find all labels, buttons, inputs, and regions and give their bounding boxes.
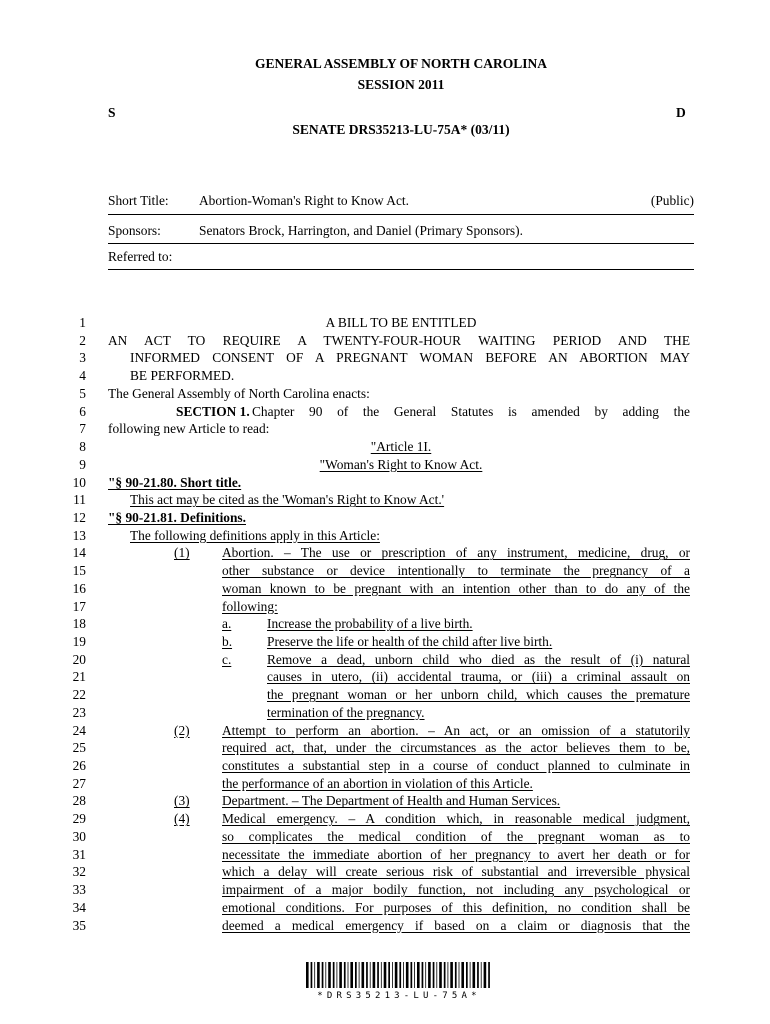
barcode-bar (411, 962, 413, 988)
line-text: a. (222, 616, 232, 632)
line-number: 13 (72, 527, 86, 543)
bill-id: SENATE DRS35213-LU-75A* (03/11) (292, 122, 510, 137)
barcode-bar (425, 962, 426, 988)
line-number: 31 (72, 846, 86, 862)
line-text: termination of the pregnancy. (267, 704, 425, 720)
draft-mark: D (676, 105, 686, 120)
bill-line (0, 757, 770, 775)
barcode-bar (392, 962, 393, 988)
barcode-bar (311, 962, 313, 988)
session-title: SESSION 2011 (357, 77, 445, 92)
barcode-bar (473, 962, 476, 988)
barcode-bar (436, 962, 437, 988)
barcode-bar (450, 962, 453, 988)
sponsors-value: Senators Brock, Harrington, and Daniel (Primary Sponsors). (199, 223, 523, 238)
bill-line (0, 615, 770, 633)
line-number: 29 (72, 811, 86, 827)
barcode-bar (466, 962, 468, 988)
line-text: Chapter 90 of the General Statutes is amended by adding the (252, 403, 690, 419)
line-text: impairment of a major bodily function, not including any psychological or (222, 882, 690, 897)
bill-line (0, 863, 770, 881)
line-number: 5 (79, 385, 86, 401)
line-text: This act may be cited as the 'Woman's Right to Know Act.' (130, 492, 445, 508)
line-number: 21 (72, 669, 86, 685)
barcode-bar (328, 962, 331, 988)
line-number: 19 (72, 634, 86, 649)
barcode-bar (317, 962, 320, 988)
line-text: "Woman's Right to Know Act. (319, 456, 483, 472)
line-text: deemed a medical emergency if based on a claim or diagnosis that the (222, 917, 690, 933)
bill-line (0, 792, 770, 810)
bill-line (0, 544, 770, 562)
public-label: (Public) (650, 193, 694, 208)
line-text: following: (222, 598, 278, 614)
line-number: 16 (72, 580, 86, 596)
sponsors-label: Sponsors: (108, 223, 161, 238)
line-text: so complicates the medical condition of the pregnant woman as to (222, 828, 690, 844)
line-number: 12 (72, 509, 86, 525)
line-text: The following definitions apply in this Article: (130, 527, 380, 543)
barcode-bar (350, 962, 353, 988)
barcode-bar (388, 962, 390, 988)
short-title-value: Abortion-Woman's Right to Know Act. (199, 193, 409, 208)
bill-line (0, 385, 770, 403)
line-text: Preserve the life or health of the child after live birth. (267, 634, 553, 649)
line-text: "§ 90-21.81. Definitions. (108, 509, 246, 525)
line-number: 22 (72, 687, 86, 703)
line-text: Department. – The Department of Health and Human Services. (222, 793, 561, 809)
line-text: A BILL TO BE ENTITLED (325, 315, 477, 330)
barcode-bar (355, 962, 357, 988)
line-number: 30 (72, 828, 86, 844)
barcode-bar (322, 962, 324, 988)
barcode-bar (455, 962, 457, 988)
line-text: constitutes a substantial step in a course of conduct planned to culminate in (222, 758, 690, 773)
line-number: 18 (72, 616, 86, 632)
bill-line (0, 881, 770, 899)
line-number: 25 (72, 740, 86, 756)
line-number: 33 (72, 882, 86, 897)
line-number: 7 (79, 421, 86, 437)
line-number: 15 (72, 563, 86, 579)
barcode-bar (428, 962, 431, 988)
bill-line (0, 527, 770, 545)
bill-line (0, 810, 770, 828)
bill-line (0, 349, 770, 367)
barcode-bar (461, 962, 464, 988)
barcode-bar (481, 962, 482, 988)
line-number: 26 (72, 758, 86, 773)
line-text: the performance of an abortion in violation of this Article. (222, 775, 533, 791)
barcode-bar (384, 962, 387, 988)
barcode-bar (373, 962, 376, 988)
line-text: SECTION 1. (176, 403, 250, 419)
bill-line (0, 846, 770, 864)
line-text: other substance or device intentionally to terminate the pregnancy of a (222, 563, 690, 579)
barcode-bar (433, 962, 435, 988)
line-text: following new Article to read: (108, 421, 270, 437)
line-number: 27 (72, 775, 86, 791)
line-text: emotional conditions. For purposes of this definition, no condition shall be (222, 899, 690, 915)
barcode-bar (306, 962, 309, 988)
line-text: Medical emergency. – A condition which, in reasonable medical judgment, (222, 811, 690, 827)
barcode-bar (381, 962, 382, 988)
line-text: Attempt to perform an abortion. – An act, or an omission of a statutorily (222, 722, 690, 738)
bill-line (0, 775, 770, 793)
line-number: 6 (79, 403, 86, 419)
bill-line (0, 668, 770, 686)
barcode-bar (470, 962, 471, 988)
line-number: 17 (72, 598, 86, 614)
barcode-bar (406, 962, 409, 988)
bill-line (0, 598, 770, 616)
barcode-bar (399, 962, 401, 988)
bill-line (0, 633, 770, 651)
line-number: 24 (72, 722, 86, 738)
line-text: (3) (174, 793, 190, 809)
bill-line (0, 828, 770, 846)
chamber-mark: S (108, 105, 116, 120)
barcode-bar (459, 962, 460, 988)
short-title-label: Short Title: (108, 193, 169, 208)
line-number: 23 (72, 704, 86, 720)
bill-line (0, 651, 770, 669)
line-number: 20 (72, 651, 86, 667)
bill-line (0, 580, 770, 598)
line-number: 28 (72, 793, 86, 809)
line-number: 1 (79, 315, 86, 330)
barcode-bar (362, 962, 365, 988)
line-text: woman known to be pregnant with an intention other than to do any of the (222, 580, 690, 596)
bill-line (0, 403, 770, 421)
barcode-bar (325, 962, 326, 988)
line-number: 10 (72, 474, 86, 490)
line-number: 34 (72, 899, 86, 915)
line-text: b. (222, 634, 233, 649)
line-number: 35 (72, 917, 86, 933)
bill-line (0, 438, 770, 456)
barcode-bar (344, 962, 346, 988)
bill-line (0, 704, 770, 722)
barcode-image (306, 962, 492, 988)
bill-line (0, 917, 770, 935)
referred-label: Referred to: (108, 249, 173, 264)
barcode-text: *DRS35213-LU-75A* (317, 991, 481, 1001)
line-text: The General Assembly of North Carolina enacts: (108, 385, 370, 401)
bill-line (0, 332, 770, 350)
barcode-bar (377, 962, 379, 988)
barcode-bar (366, 962, 368, 988)
barcode-bar (448, 962, 449, 988)
line-text: causes in utero, (ii) accidental trauma, or (iii) a criminal assault on (267, 669, 690, 685)
line-text: AN ACT TO REQUIRE A TWENTY-FOUR-HOUR WAITING PERIOD AND THE (108, 332, 690, 348)
bill-line (0, 686, 770, 704)
line-text: necessitate the immediate abortion of her pregnancy to avert her death or for (222, 846, 690, 862)
barcode-bar (333, 962, 335, 988)
line-text: (2) (174, 722, 190, 738)
barcode-bar (414, 962, 415, 988)
line-text: (1) (174, 545, 190, 561)
line-text: the pregnant woman or her unborn child, which causes the premature (267, 687, 690, 703)
barcode-bar (403, 962, 404, 988)
line-text: "§ 90-21.80. Short title. (108, 474, 242, 490)
line-number: 4 (79, 368, 86, 384)
line-text: BE PERFORMED. (130, 368, 235, 384)
divider (108, 214, 694, 215)
line-text: "Article 1I. (370, 439, 432, 454)
divider (108, 243, 694, 244)
barcode-bar (488, 962, 490, 988)
line-text: required act, that, under the circumstances as the actor believes them to be, (222, 740, 690, 756)
line-number: 2 (79, 332, 86, 348)
barcode-bar (422, 962, 424, 988)
barcode-bar (439, 962, 442, 988)
bill-line (0, 420, 770, 438)
line-text: which a delay will create serious risk of substantial and irreversible physical (222, 864, 690, 880)
bill-line (0, 562, 770, 580)
line-text: (4) (174, 811, 190, 827)
divider (108, 269, 694, 270)
barcode-bar (370, 962, 371, 988)
line-number: 32 (72, 864, 86, 880)
assembly-title: GENERAL ASSEMBLY OF NORTH CAROLINA (254, 56, 548, 71)
barcode-bar (477, 962, 479, 988)
bill-line (0, 509, 770, 527)
barcode-bar (444, 962, 446, 988)
barcode-bar (417, 962, 420, 988)
bill-line (0, 722, 770, 740)
bill-line (0, 491, 770, 509)
bill-line (0, 314, 770, 332)
line-text: c. (222, 651, 232, 667)
line-number: 11 (73, 492, 86, 508)
bill-line (0, 367, 770, 385)
bill-line (0, 474, 770, 492)
line-text: INFORMED CONSENT OF A PREGNANT WOMAN BEFORE AN ABORTION MAY (130, 350, 690, 366)
barcode-bar (395, 962, 398, 988)
barcode-bar (348, 962, 349, 988)
line-number: 14 (72, 545, 86, 561)
line-text: Remove a dead, unborn child who died as the result of (i) natural (267, 651, 690, 667)
bill-line (0, 456, 770, 474)
barcode-bar (484, 962, 487, 988)
bill-line (0, 739, 770, 757)
line-text: Abortion. – The use or prescription of any instrument, medicine, drug, or (222, 545, 690, 561)
barcode-bar (359, 962, 360, 988)
line-number: 3 (79, 350, 86, 366)
line-number: 8 (79, 439, 86, 454)
barcode-bar (314, 962, 315, 988)
line-number: 9 (79, 456, 86, 472)
line-text: Increase the probability of a live birth. (267, 616, 473, 632)
barcode-bar (337, 962, 338, 988)
bill-line (0, 899, 770, 917)
barcode-bar (339, 962, 342, 988)
